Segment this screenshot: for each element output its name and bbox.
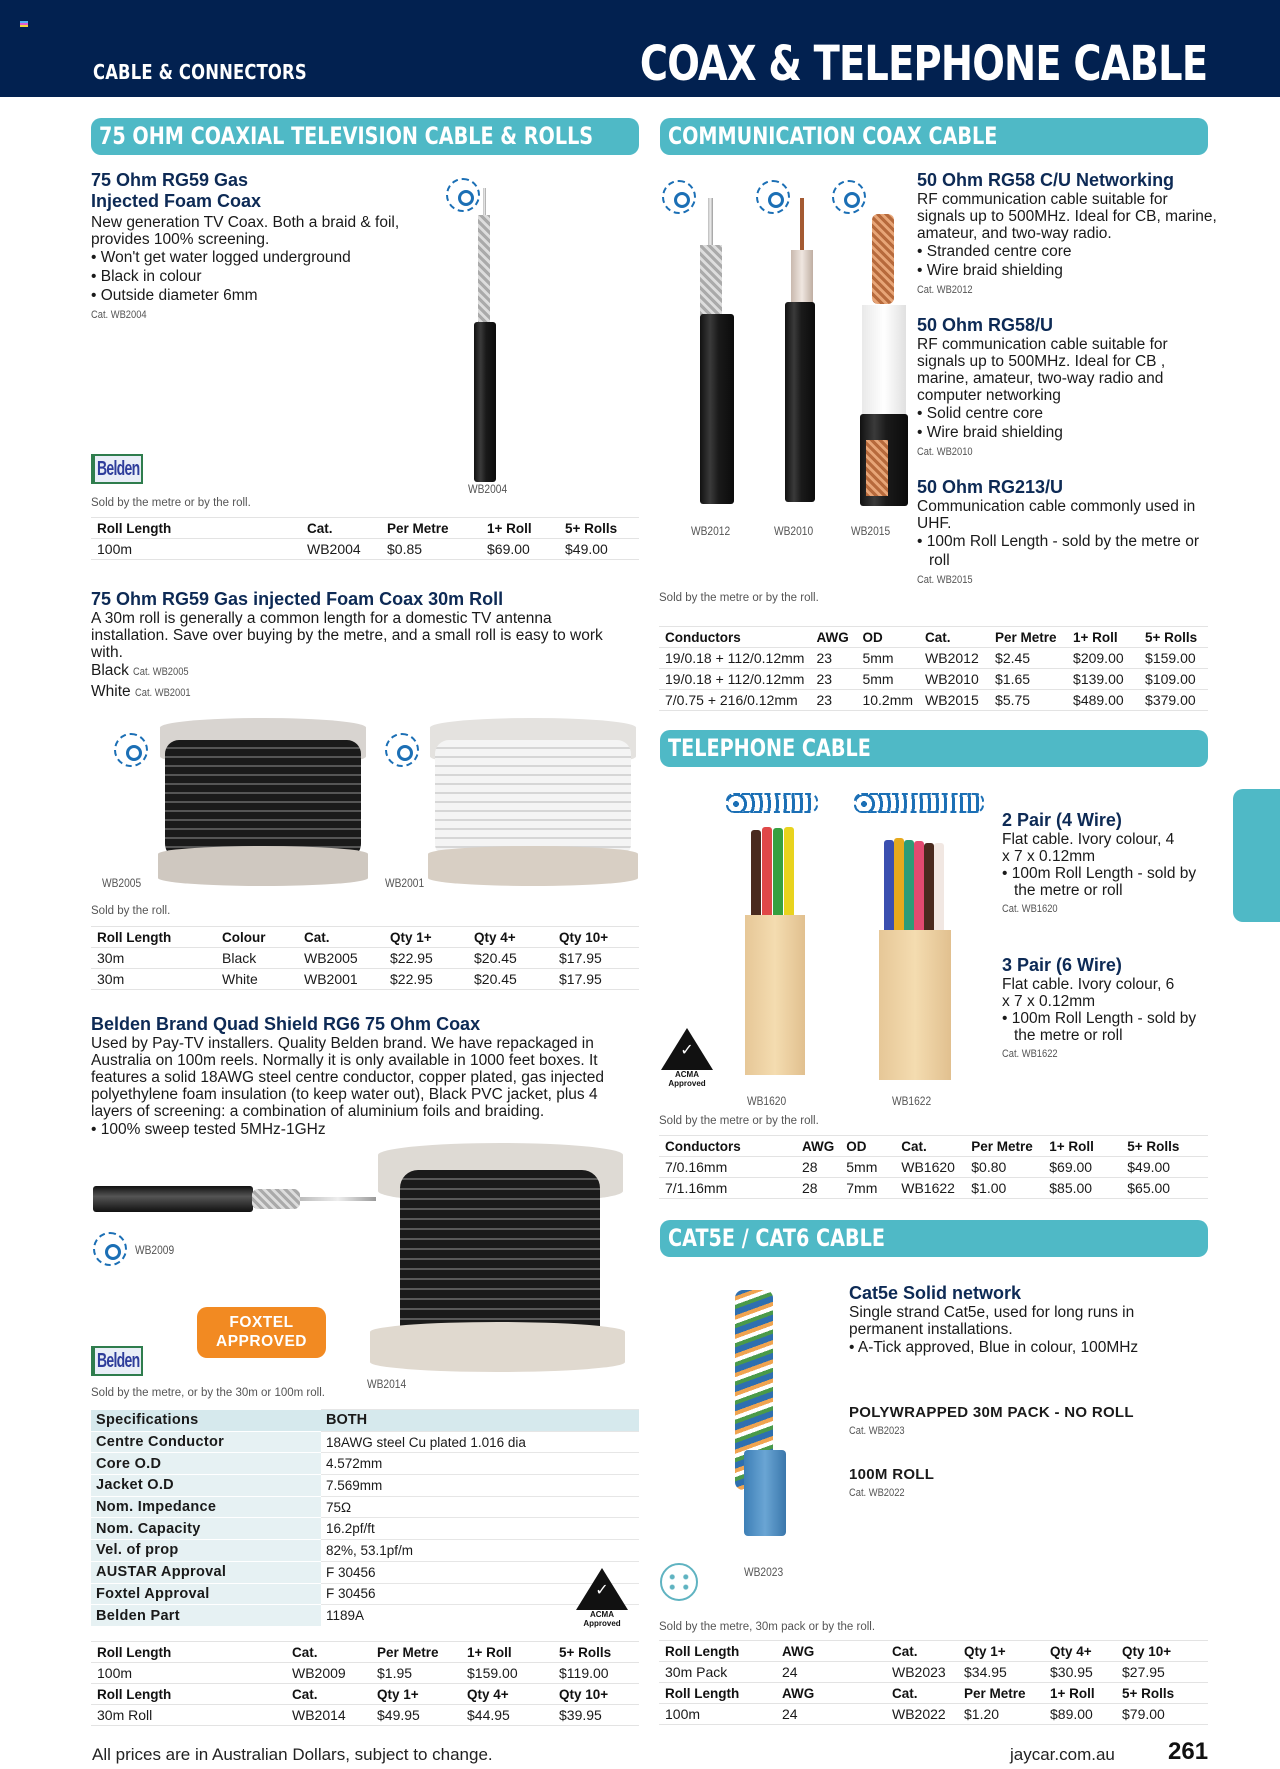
product-rg59 <box>91 170 431 323</box>
col-header: Qty 10+ <box>553 927 639 948</box>
cell: 28 <box>796 1157 840 1178</box>
product-description: Communication cable commonly used in UHF. <box>917 498 1196 532</box>
cell: $49.00 <box>559 539 639 560</box>
col-header: Roll Length <box>659 1641 776 1662</box>
catalog-number: Cat. WB2005 <box>133 666 189 678</box>
band-label: 75 OHM COAXIAL TELEVISION CABLE & ROLLS <box>99 122 594 150</box>
table-row <box>659 669 1208 690</box>
table-row <box>659 1157 1208 1178</box>
col-header: OD <box>840 1136 895 1157</box>
col-header: Cat. <box>301 518 381 539</box>
spec-key: AUSTAR Approval <box>91 1561 321 1583</box>
cell: $20.45 <box>468 969 553 990</box>
cell: 100m <box>659 1704 776 1725</box>
table-row <box>91 1705 639 1726</box>
spec-value: 82%, 53.1pf/m <box>321 1540 639 1562</box>
product-3-pair <box>1002 955 1212 1062</box>
website-link[interactable]: jaycar.com.au <box>1010 1745 1115 1764</box>
sold-note: Sold by the metre or by the roll. <box>659 1115 819 1127</box>
spec-row <box>91 1561 639 1583</box>
band-cat5e-cat6 <box>660 1220 1208 1257</box>
cell: Black <box>216 948 298 969</box>
cell: $489.00 <box>1067 690 1139 711</box>
bullet: • Won't get water logged underground <box>91 248 431 267</box>
col-header: 1+ Roll <box>461 1642 553 1663</box>
band-label: TELEPHONE CABLE <box>668 734 871 762</box>
spec-row <box>91 1496 639 1518</box>
cell: WB2012 <box>919 648 989 669</box>
belden-logo <box>91 454 143 484</box>
product-title: Injected Foam Coax <box>91 191 262 211</box>
col-header: 1+ Roll <box>1044 1683 1116 1704</box>
cell: $379.00 <box>1139 690 1208 711</box>
cell: 30m Roll <box>91 1705 286 1726</box>
cell: $1.00 <box>965 1178 1043 1199</box>
cell: $69.00 <box>481 539 559 560</box>
col-header: 1+ Roll <box>1067 627 1139 648</box>
image-label: WB1620 <box>747 1094 787 1108</box>
option-label: 100M ROLL <box>849 1466 935 1483</box>
cell: $49.95 <box>371 1705 461 1726</box>
cell: $1.65 <box>989 669 1067 690</box>
spec-row <box>91 1453 639 1475</box>
cell: $89.00 <box>1044 1704 1116 1725</box>
cell: $0.85 <box>381 539 481 560</box>
product-description: Flat cable. Ivory colour, 6 x 7 x 0.12mm <box>1002 976 1175 1010</box>
coax-cross-section-icon <box>114 733 148 767</box>
cell: $22.95 <box>384 969 468 990</box>
spec-key: Vel. of prop <box>91 1540 321 1562</box>
price-disclaimer: All prices are in Australian Dollars, subject to change. <box>92 1745 493 1764</box>
price-table-rg59-roll <box>91 926 639 990</box>
table-row <box>91 539 639 560</box>
acma-text: Approved <box>583 1619 621 1628</box>
option-30m-pack <box>849 1404 1134 1439</box>
col-header: AWG <box>776 1641 886 1662</box>
bullet: • 100m Roll Length - sold by the metre or roll <box>1002 1010 1202 1044</box>
col-header: 5+ Rolls <box>559 518 639 539</box>
badge-line: APPROVED <box>216 1333 307 1350</box>
cell: WB2009 <box>286 1663 371 1684</box>
cell: 100m <box>91 1663 286 1684</box>
cell: $69.00 <box>1043 1157 1121 1178</box>
col-header: 1+ Roll <box>1043 1136 1121 1157</box>
band-75-ohm-coax <box>91 118 639 155</box>
col-header: Roll Length <box>91 1684 286 1705</box>
bullet: • Solid centre core <box>917 404 1217 423</box>
cell: 30m <box>91 948 216 969</box>
cell: $20.45 <box>468 948 553 969</box>
table-row <box>91 969 639 990</box>
sold-note: Sold by the roll. <box>91 905 171 917</box>
cell: $39.95 <box>553 1705 639 1726</box>
cell: $1.20 <box>958 1704 1044 1725</box>
cell: 5mm <box>856 648 919 669</box>
acma-triangle-icon <box>661 1028 713 1070</box>
cell: WB2010 <box>919 669 989 690</box>
bullet: • 100% sweep tested 5MHz-1GHz <box>91 1120 639 1139</box>
page-title: COAX & TELEPHONE CABLE <box>639 36 1207 92</box>
spec-value: F 30456 <box>321 1583 639 1605</box>
cell: $119.00 <box>553 1663 639 1684</box>
sold-note: Sold by the metre, or by the 30m or 100m roll. <box>91 1387 325 1399</box>
cell: WB1620 <box>895 1157 965 1178</box>
product-title: 3 Pair (6 Wire) <box>1002 955 1122 975</box>
product-title: 50 Ohm RG213/U <box>917 477 1064 497</box>
acma-text: ACMA <box>675 1070 699 1079</box>
image-label: WB2015 <box>851 524 891 538</box>
section-side-tab[interactable] <box>1233 789 1280 922</box>
bullet: • Wire braid shielding <box>917 261 1217 280</box>
col-header: 5+ Rolls <box>1121 1136 1208 1157</box>
cell: $27.95 <box>1116 1662 1208 1683</box>
option-label: POLYWRAPPED 30M PACK - NO ROLL <box>849 1404 1134 1421</box>
acma-approved-logo <box>659 1028 715 1088</box>
table-row <box>91 1663 639 1684</box>
cell: WB2015 <box>919 690 989 711</box>
col-header: Roll Length <box>91 1642 286 1663</box>
col-header: Conductors <box>659 1136 796 1157</box>
variant-black <box>91 661 639 682</box>
col-header: Qty 4+ <box>461 1684 553 1705</box>
col-header: Qty 1+ <box>371 1684 461 1705</box>
price-table-cat5e <box>659 1640 1208 1725</box>
spec-row <box>91 1431 639 1453</box>
sold-note: Sold by the metre or by the roll. <box>659 592 819 604</box>
cell: $1.95 <box>371 1663 461 1684</box>
flat-6-wire-cross-section-icon <box>854 793 984 813</box>
cell: $139.00 <box>1067 669 1139 690</box>
col-header: AWG <box>796 1136 840 1157</box>
cell: 24 <box>776 1662 886 1683</box>
col-header: Qty 1+ <box>384 927 468 948</box>
col-header: Per Metre <box>958 1683 1044 1704</box>
band-label: CAT5E / CAT6 CABLE <box>668 1224 885 1252</box>
image-label: WB2004 <box>468 482 508 496</box>
product-rg59-roll <box>91 589 639 703</box>
bullet: • 100m Roll Length - sold by the metre or roll <box>1002 865 1202 899</box>
table-row <box>659 1662 1208 1683</box>
col-header: 5+ Rolls <box>1116 1683 1208 1704</box>
col-header: Qty 10+ <box>1116 1641 1208 1662</box>
cell: White <box>216 969 298 990</box>
col-header: Qty 4+ <box>468 927 553 948</box>
spec-value: F 30456 <box>321 1561 639 1583</box>
foxtel-approved-badge <box>197 1307 326 1358</box>
band-telephone-cable <box>660 730 1208 767</box>
table-row <box>659 648 1208 669</box>
cell: WB2001 <box>298 969 384 990</box>
spec-key: Centre Conductor <box>91 1431 321 1453</box>
cell: WB2023 <box>886 1662 958 1683</box>
variant-colour: Black <box>91 662 129 679</box>
cell: 5mm <box>856 669 919 690</box>
product-description: Used by Pay-TV installers. Quality Belden brand. We have repackaged in Australia on 100m reels. Normally it is only available in 1000 feet boxes. It features a solid 18AWG steel centre conductor, copper plated, gas injected polyethylene foam insulation (to keep water out), Black PVC jacket, plus 4 layers of screening: a combination of aluminium foils and braiding. <box>91 1035 604 1120</box>
col-header: AWG <box>810 627 856 648</box>
cell: 24 <box>776 1704 886 1725</box>
product-cat5e <box>849 1283 1209 1357</box>
cell: $159.00 <box>461 1663 553 1684</box>
product-title: 50 Ohm RG58/U <box>917 315 1054 335</box>
catalog-number: Cat. WB2010 <box>917 446 973 458</box>
coax-cross-section-icon <box>832 180 866 214</box>
cell: 10.2mm <box>856 690 919 711</box>
image-label: WB2014 <box>367 1377 407 1391</box>
spec-header: BOTH <box>321 1410 639 1432</box>
catalog-number: Cat. WB1622 <box>1002 1048 1058 1060</box>
spec-key: Belden Part <box>91 1605 321 1627</box>
bullet: • Wire braid shielding <box>917 423 1217 442</box>
col-header: Cat. <box>286 1684 371 1705</box>
spec-value: 7.569mm <box>321 1475 639 1497</box>
col-header: Per Metre <box>965 1136 1043 1157</box>
cell: 23 <box>810 648 856 669</box>
cell: $79.00 <box>1116 1704 1208 1725</box>
product-rg58cu <box>917 170 1217 298</box>
coax-cross-section-icon <box>756 180 790 214</box>
product-title: Belden Brand Quad Shield RG6 75 Ohm Coax <box>91 1014 481 1034</box>
product-rg58u <box>917 315 1217 460</box>
catalog-number: Cat. WB2004 <box>91 309 147 321</box>
badge-line: FOXTEL <box>229 1314 294 1331</box>
spec-value: 4.572mm <box>321 1453 639 1475</box>
image-label: WB2010 <box>774 524 814 538</box>
product-title: 75 Ohm RG59 Gas <box>91 170 249 190</box>
spec-row <box>91 1475 639 1497</box>
product-title: 2 Pair (4 Wire) <box>1002 810 1122 830</box>
image-label: WB2001 <box>385 876 425 890</box>
cat5-cross-section-icon <box>660 1563 698 1601</box>
option-100m-roll <box>849 1466 934 1501</box>
product-description: Flat cable. Ivory colour, 4 x 7 x 0.12mm <box>1002 831 1175 865</box>
cell: WB2014 <box>286 1705 371 1726</box>
variant-colour: White <box>91 683 131 700</box>
sold-note: Sold by the metre, 30m pack or by the roll. <box>659 1621 876 1633</box>
coax-cross-section-icon <box>93 1232 127 1266</box>
cell: $2.45 <box>989 648 1067 669</box>
catalog-number: Cat. WB2022 <box>849 1487 905 1499</box>
cell: $30.95 <box>1044 1662 1116 1683</box>
image-label: WB1622 <box>892 1094 932 1108</box>
page-number: 261 <box>1168 1738 1209 1765</box>
col-header: Cat. <box>886 1641 958 1662</box>
page-header <box>0 0 1280 97</box>
spec-key: Nom. Impedance <box>91 1496 321 1518</box>
spec-value: 18AWG steel Cu plated 1.016 dia <box>321 1431 639 1453</box>
spec-row <box>91 1605 639 1627</box>
coax-cross-section-icon <box>385 733 419 767</box>
cell: $22.95 <box>384 948 468 969</box>
acma-triangle-icon <box>576 1568 628 1610</box>
catalog-number: Cat. WB2023 <box>849 1425 905 1437</box>
price-table-telephone <box>659 1135 1208 1199</box>
col-header: 5+ Rolls <box>553 1642 639 1663</box>
acma-approved-logo <box>574 1568 630 1628</box>
variant-white <box>91 682 639 703</box>
spec-table-rg6 <box>91 1409 639 1626</box>
band-label: COMMUNICATION COAX CABLE <box>668 122 998 150</box>
cell: WB2022 <box>886 1704 958 1725</box>
bullet: • Outside diameter 6mm <box>91 286 431 305</box>
image-label: WB2012 <box>691 524 731 538</box>
spec-row <box>91 1583 639 1605</box>
catalog-number: Cat. WB2015 <box>917 574 973 586</box>
cell: 28 <box>796 1178 840 1199</box>
price-table-comm-coax <box>659 626 1208 711</box>
cell: 7/0.16mm <box>659 1157 796 1178</box>
brand-text: Belden <box>97 1350 140 1372</box>
col-header: Cat. <box>298 927 384 948</box>
product-rg6 <box>91 1014 639 1139</box>
col-header: 1+ Roll <box>481 518 559 539</box>
product-rg213u <box>917 477 1207 588</box>
col-header: Per Metre <box>381 518 481 539</box>
cell: $44.95 <box>461 1705 553 1726</box>
cell: 19/0.18 + 112/0.12mm <box>659 648 810 669</box>
col-header: Per Metre <box>989 627 1067 648</box>
col-header: Qty 4+ <box>1044 1641 1116 1662</box>
cell: $17.95 <box>553 969 639 990</box>
cell: WB2004 <box>301 539 381 560</box>
col-header: Cat. <box>886 1683 958 1704</box>
sold-note: Sold by the metre or by the roll. <box>91 497 251 509</box>
spec-key: Foxtel Approval <box>91 1583 321 1605</box>
product-title: 75 Ohm RG59 Gas injected Foam Coax 30m Roll <box>91 589 504 609</box>
cell: 30m Pack <box>659 1662 776 1683</box>
cell: $17.95 <box>553 948 639 969</box>
bullet: • Black in colour <box>91 267 431 286</box>
cell: 30m <box>91 969 216 990</box>
price-table-rg6 <box>91 1641 639 1726</box>
price-table-rg59 <box>91 517 639 560</box>
spec-row <box>91 1540 639 1562</box>
table-row <box>659 1704 1208 1725</box>
cell: $34.95 <box>958 1662 1044 1683</box>
product-2-pair <box>1002 810 1212 917</box>
catalog-number: Cat. WB1620 <box>1002 903 1058 915</box>
cell: $85.00 <box>1043 1178 1121 1199</box>
bullet: • A-Tick approved, Blue in colour, 100MHz <box>849 1338 1209 1357</box>
coax-cross-section-icon <box>662 180 696 214</box>
bullet: • Stranded centre core <box>917 242 1217 261</box>
col-header: OD <box>856 627 919 648</box>
col-header: Per Metre <box>371 1642 461 1663</box>
product-description: RF communication cable suitable for signals up to 500MHz. Ideal for CB , marine, amateur, two-way radio and computer networking <box>917 336 1168 404</box>
spec-value: 75Ω <box>321 1496 639 1518</box>
col-header: Colour <box>216 927 298 948</box>
spec-key: Nom. Capacity <box>91 1518 321 1540</box>
band-communication-coax <box>660 118 1208 155</box>
catalog-number: Cat. WB2001 <box>134 687 191 699</box>
spec-row <box>91 1518 639 1540</box>
acma-text: Approved <box>668 1079 706 1088</box>
cell: 5mm <box>840 1157 895 1178</box>
product-title: 50 Ohm RG58 C/U Networking <box>917 170 1175 190</box>
product-title: Cat5e Solid network <box>849 1283 1022 1303</box>
col-header: Cat. <box>895 1136 965 1157</box>
cell: 7/0.75 + 216/0.12mm <box>659 690 810 711</box>
cell: $5.75 <box>989 690 1067 711</box>
cell: 7mm <box>840 1178 895 1199</box>
col-header: 5+ Rolls <box>1139 627 1208 648</box>
cell: $0.80 <box>965 1157 1043 1178</box>
product-description: Single strand Cat5e, used for long runs in permanent installations. <box>849 1304 1135 1338</box>
acma-text: ACMA <box>590 1610 614 1619</box>
table-row <box>659 1178 1208 1199</box>
cell: $159.00 <box>1139 648 1208 669</box>
col-header: Roll Length <box>91 927 216 948</box>
image-label: WB2005 <box>102 876 142 890</box>
cell: $109.00 <box>1139 669 1208 690</box>
brand-text: Belden <box>97 458 140 480</box>
cell: WB2005 <box>298 948 384 969</box>
image-label: WB2009 <box>135 1243 175 1257</box>
print-registration-mark <box>20 21 28 27</box>
cell: $49.00 <box>1121 1157 1208 1178</box>
col-header: Roll Length <box>659 1683 776 1704</box>
col-header: AWG <box>776 1683 886 1704</box>
col-header: Conductors <box>659 627 810 648</box>
cell: WB1622 <box>895 1178 965 1199</box>
flat-4-wire-cross-section-icon <box>726 793 818 813</box>
cell: 23 <box>810 669 856 690</box>
coax-cross-section-icon <box>446 178 480 212</box>
col-header: Qty 1+ <box>958 1641 1044 1662</box>
cell: 7/1.16mm <box>659 1178 796 1199</box>
table-row <box>659 690 1208 711</box>
spec-key: Core O.D <box>91 1453 321 1475</box>
spec-header: Specifications <box>91 1410 321 1432</box>
product-description: RF communication cable suitable for signals up to 500MHz. Ideal for CB, marine, amateur, and two-way radio. <box>917 191 1217 242</box>
image-label: WB2023 <box>744 1565 784 1579</box>
cell: $65.00 <box>1121 1178 1208 1199</box>
col-header: Cat. <box>286 1642 371 1663</box>
col-header: Cat. <box>919 627 989 648</box>
spec-value: 16.2pf/ft <box>321 1518 639 1540</box>
cell: $209.00 <box>1067 648 1139 669</box>
product-description: A 30m roll is generally a common length for a domestic TV antenna installation. Save over buying by the metre, and a small roll is easy to work with. <box>91 610 603 661</box>
bullet: • 100m Roll Length - sold by the metre or roll <box>917 532 1207 570</box>
spec-key: Jacket O.D <box>91 1475 321 1497</box>
belden-logo <box>91 1346 143 1376</box>
cell: 19/0.18 + 112/0.12mm <box>659 669 810 690</box>
section-label: CABLE & CONNECTORS <box>93 60 307 84</box>
table-row <box>91 948 639 969</box>
col-header: Roll Length <box>91 518 301 539</box>
catalog-number: Cat. WB2012 <box>917 284 973 296</box>
cell: 100m <box>91 539 301 560</box>
cell: 23 <box>810 690 856 711</box>
spec-value: 1189A <box>321 1605 639 1627</box>
col-header: Qty 10+ <box>553 1684 639 1705</box>
product-description: New generation TV Coax. Both a braid & foil, provides 100% screening. <box>91 214 400 248</box>
